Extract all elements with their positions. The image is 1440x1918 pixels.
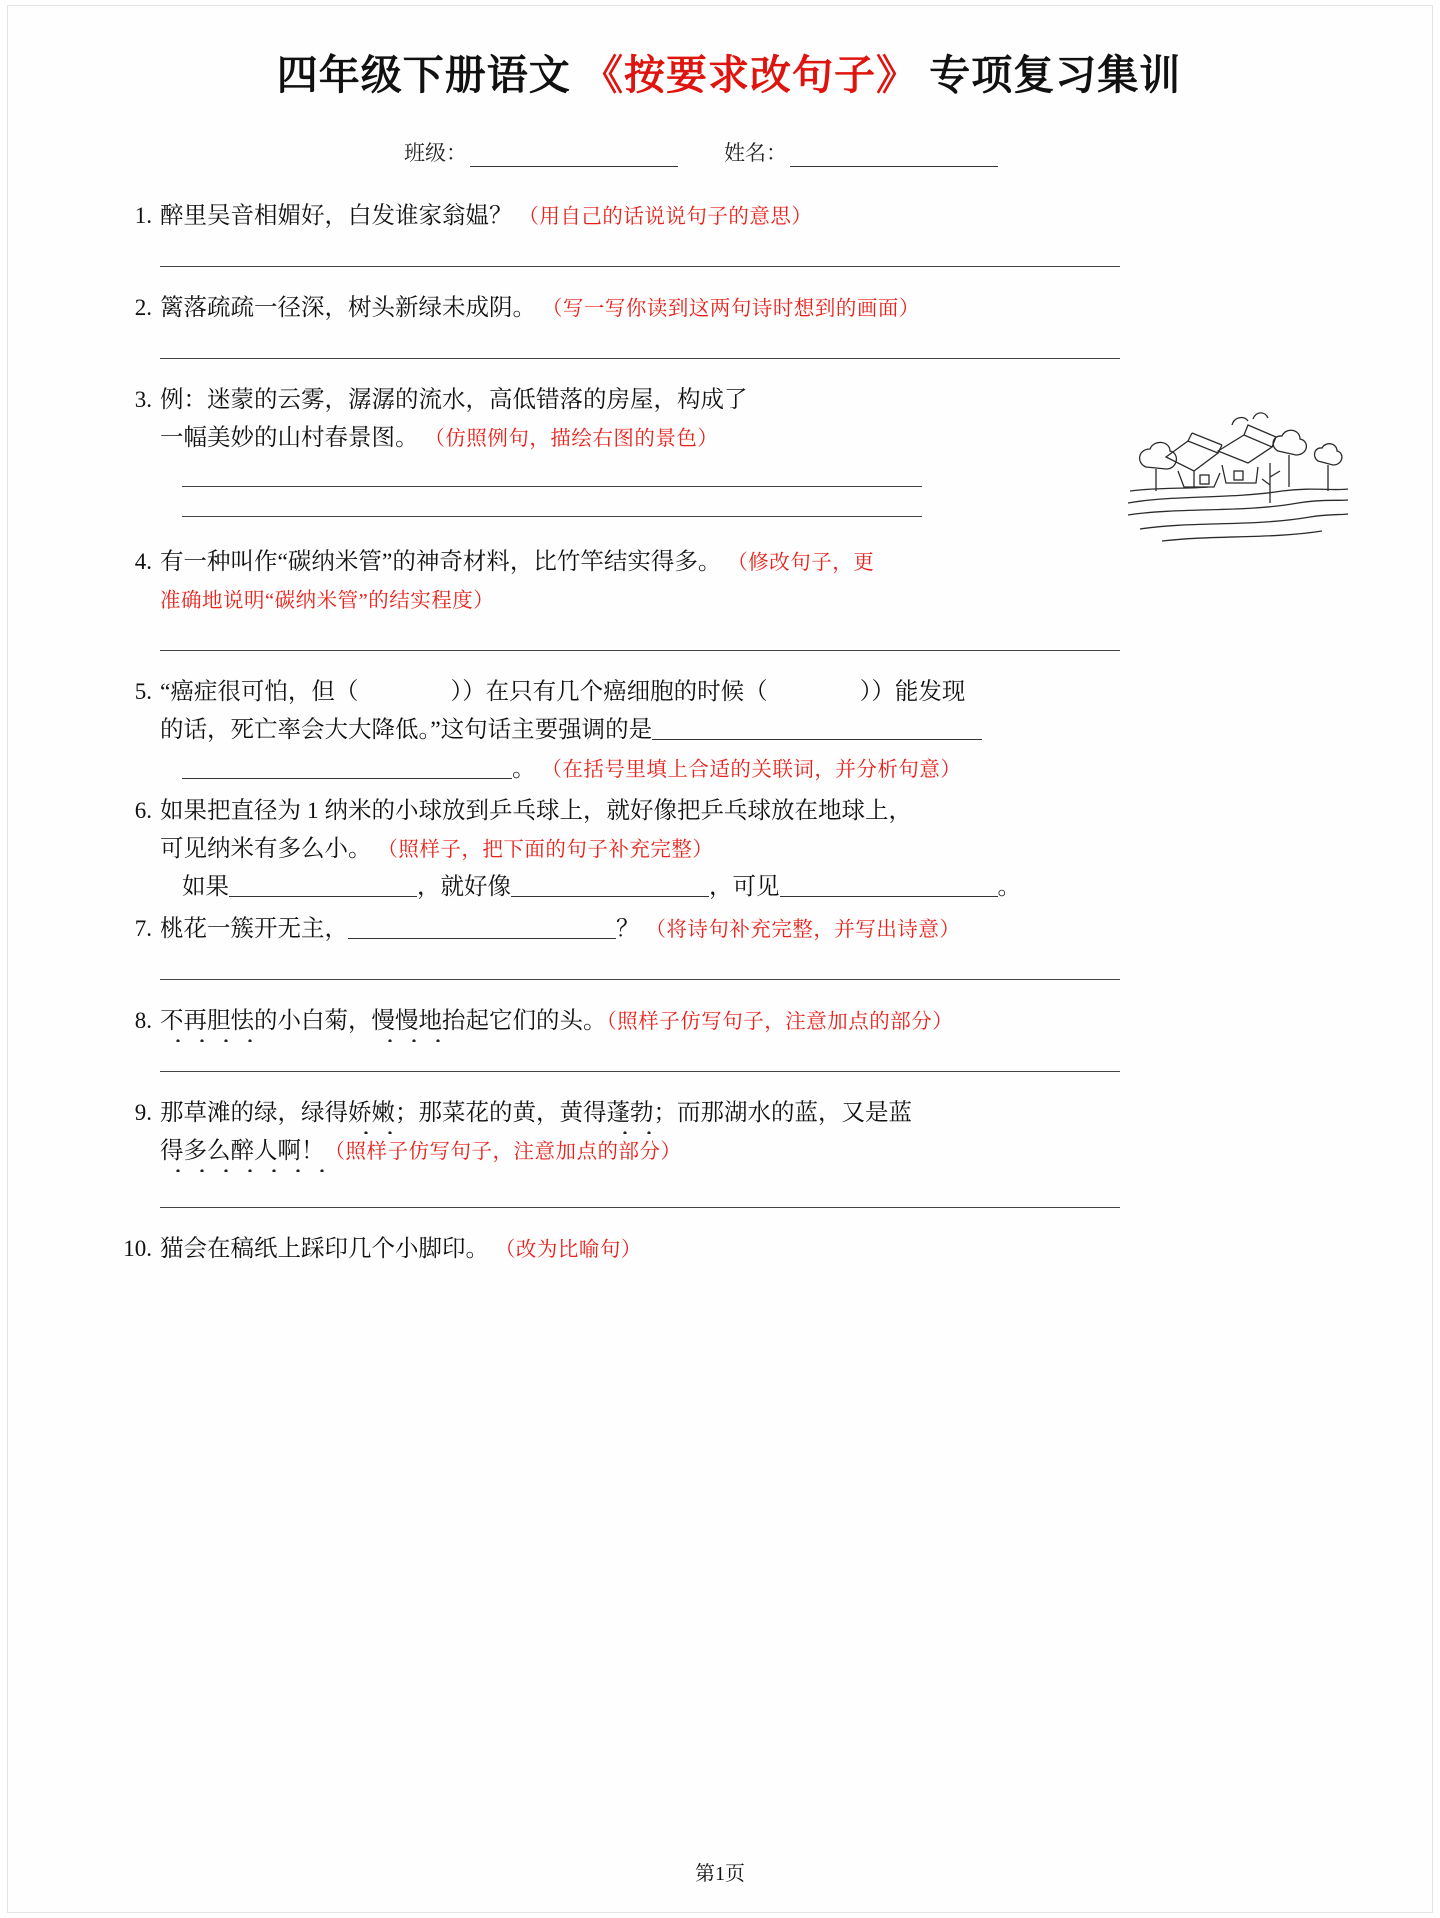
question-9-emphasis-3: 得多么醉人啊！ xyxy=(160,1137,325,1164)
question-list xyxy=(104,197,1354,1268)
question-4-line-2 xyxy=(160,581,1354,619)
question-2-text: 篱落疏疏一径深，树头新绿未成阴。 xyxy=(160,295,536,322)
question-6-fill-label-1: 如果 xyxy=(182,873,229,900)
village-landscape-illustration xyxy=(1122,391,1352,551)
question-9 xyxy=(104,1094,1354,1208)
title-part-red: 《按要求改句子》 xyxy=(582,52,918,98)
question-9-text-c: ；那菜花的黄，黄得 xyxy=(395,1099,607,1126)
question-6-text-2: 可见纳米有多么小。 xyxy=(160,835,372,862)
worksheet-content xyxy=(104,6,1354,1272)
question-3-text-1: 例：迷蒙的云雾，潺潺的流水，高低错落的房屋，构成了 xyxy=(160,387,748,414)
class-label: 班级： xyxy=(404,141,467,165)
question-4-hint-part-2: 准确地说明“碳纳米管”的结实程度） xyxy=(160,590,495,613)
question-3-answer-line-2[interactable] xyxy=(182,515,922,517)
question-3 xyxy=(104,381,1354,517)
question-9-answer-line[interactable] xyxy=(160,1206,1120,1208)
question-5-text-line2: 的话，死亡率会大大降低。”这句话主要强调的是 xyxy=(160,717,653,744)
question-6-line-2 xyxy=(160,830,1354,868)
question-5-close-1: ） xyxy=(450,679,463,706)
question-8 xyxy=(104,1002,1354,1072)
question-5 xyxy=(104,673,1354,787)
question-9-number: 9. xyxy=(134,1099,152,1125)
question-6-hint: （照样子，把下面的句子补充完整） xyxy=(377,838,714,861)
question-2-line xyxy=(160,289,1354,327)
class-input-blank[interactable] xyxy=(470,146,678,167)
question-5-line-1 xyxy=(160,673,1354,711)
question-9-line-1 xyxy=(160,1094,1354,1132)
question-3-hint: （仿照例句，描绘右图的景色） xyxy=(424,428,719,451)
question-4-answer-line[interactable] xyxy=(160,649,1120,651)
question-5-text-seg2: ）在只有几个癌细胞的时候（ xyxy=(462,679,768,706)
question-8-number: 8. xyxy=(134,1007,152,1033)
question-2-hint: （写一写你读到这两句诗时想到的画面） xyxy=(541,298,920,321)
question-7-number: 7. xyxy=(134,915,152,941)
question-9-hint: （照样子仿写句子，注意加点的部分） xyxy=(324,1140,682,1163)
question-10-line xyxy=(160,1230,1354,1268)
question-6-fill-label-3: ，可见 xyxy=(709,873,780,900)
name-input-blank[interactable] xyxy=(790,146,998,167)
question-1-hint: （用自己的话说说句子的意思） xyxy=(518,206,813,228)
question-1 xyxy=(104,197,1354,267)
question-8-hint: （照样子仿写句子，注意加点的部分） xyxy=(606,1010,954,1033)
question-2-answer-line[interactable] xyxy=(160,357,1120,359)
question-8-text-d: 抬起它们的头。 xyxy=(442,1007,607,1034)
question-7-text: 桃花一簇开无主， xyxy=(160,915,348,942)
worksheet-sheet xyxy=(8,6,1432,1912)
question-2-number: 2. xyxy=(134,295,152,321)
question-3-text-2: 一幅美妙的山村春景图。 xyxy=(160,425,419,452)
question-4-text: 有一种叫作“碳纳米管”的神奇材料，比竹竿结实得多。 xyxy=(160,549,722,576)
question-6-period: 。 xyxy=(997,873,1021,900)
question-6-fill-label-2: ，就好像 xyxy=(417,873,511,900)
question-5-line-2 xyxy=(160,711,1354,749)
question-9-line-2 xyxy=(160,1132,1354,1170)
question-5-number: 5. xyxy=(134,679,152,705)
question-9-text-a: 那草滩的绿，绿得 xyxy=(160,1099,348,1126)
question-8-line xyxy=(160,1002,1354,1040)
question-4-number: 4. xyxy=(134,549,152,575)
question-4-line-1 xyxy=(160,543,1354,581)
question-5-text-seg3: ）能发现 xyxy=(871,679,966,706)
question-7 xyxy=(104,910,1354,980)
question-6-line-1 xyxy=(160,792,1354,830)
question-9-emphasis-2: 蓬勃 xyxy=(606,1099,654,1126)
question-5-text-seg1: “癌症很可怕，但（ xyxy=(160,679,359,706)
question-1-text: 醉里吴音相媚好，白发谁家翁媪？ xyxy=(160,203,513,229)
question-10 xyxy=(104,1230,1354,1268)
question-6-fill-row xyxy=(182,868,1354,906)
question-5-hint: （在括号里填上合适的关联词，并分析句意） xyxy=(541,758,962,781)
question-5-answer-blank-2[interactable] xyxy=(182,759,512,779)
question-1-number: 1. xyxy=(134,203,152,228)
question-2 xyxy=(104,289,1354,359)
question-10-number: 10. xyxy=(123,1236,152,1261)
class-field xyxy=(404,137,678,167)
question-1-answer-line[interactable] xyxy=(160,265,1120,267)
question-6-blank-2[interactable] xyxy=(511,877,709,897)
question-4-hint-part-1: （修改句子，更 xyxy=(727,552,875,575)
title-part-2: 专项复习集训 xyxy=(929,52,1182,98)
page-footer: 第1页 xyxy=(695,1863,745,1885)
question-7-text-end: ？ xyxy=(616,915,640,942)
question-8-emphasis-1: 不再胆怯 xyxy=(160,1007,254,1034)
question-7-answer-line[interactable] xyxy=(160,978,1120,980)
question-7-line xyxy=(160,910,1354,948)
page-title xyxy=(104,42,1354,101)
question-8-answer-line[interactable] xyxy=(160,1070,1120,1072)
question-10-hint: （改为比喻句） xyxy=(494,1239,642,1261)
title-part-1: 四年级下册语文 xyxy=(276,52,571,98)
question-5-period: 。 xyxy=(512,755,536,782)
question-9-text-e: ；而那湖水的蓝，又是蓝 xyxy=(653,1099,912,1126)
student-info-row xyxy=(104,137,1354,167)
name-field xyxy=(724,137,998,167)
question-7-blank[interactable] xyxy=(348,919,616,939)
question-4 xyxy=(104,543,1354,651)
question-10-text: 猫会在稿纸上踩印几个小脚印。 xyxy=(160,1236,489,1262)
question-6-blank-1[interactable] xyxy=(229,877,417,897)
question-1-line xyxy=(160,197,1354,235)
question-5-line-3 xyxy=(182,750,1354,788)
question-3-number: 3. xyxy=(134,387,152,413)
question-7-hint: （将诗句补充完整，并写出诗意） xyxy=(645,918,961,941)
question-5-close-2: ） xyxy=(859,679,872,706)
question-3-answer-line-1[interactable] xyxy=(182,485,922,487)
question-5-answer-blank-1[interactable] xyxy=(652,720,982,740)
question-9-emphasis-1: 娇嫩 xyxy=(348,1099,395,1126)
name-label: 姓名： xyxy=(724,141,787,165)
question-8-emphasis-2: 慢慢地 xyxy=(371,1007,442,1034)
question-8-text-b: 的小白菊， xyxy=(254,1007,372,1034)
question-6-blank-3[interactable] xyxy=(780,877,998,897)
question-6 xyxy=(104,792,1354,906)
question-6-text-1: 如果把直径为 1 纳米的小球放到乒乓球上，就好像把乒乓球放在地球上， xyxy=(160,797,912,824)
question-6-number: 6. xyxy=(134,797,152,823)
